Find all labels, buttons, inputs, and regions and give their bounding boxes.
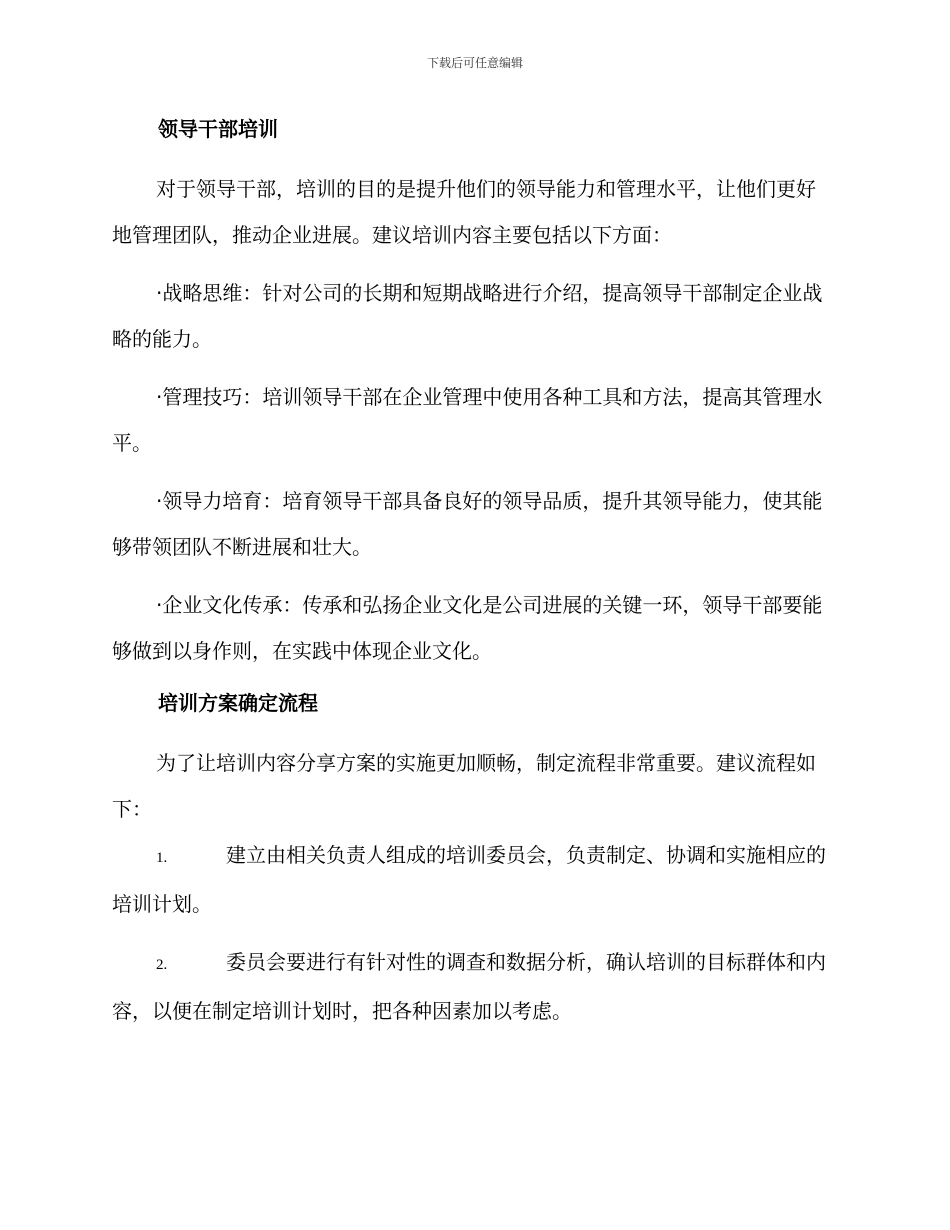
step-number: 1. — [156, 850, 168, 866]
bullet-marker: · — [156, 281, 163, 305]
bullet-item — [112, 582, 834, 674]
section-heading-leaders: 领导干部培训 — [158, 117, 278, 141]
section-intro-leaders: 对于领导干部，培训的目的是提升他们的领导能力和管理水平，让他们更好地管理团队，推动企业进展。建议培训内容主要包括以下方面： — [112, 177, 816, 247]
numbered-step — [112, 832, 834, 927]
bullet-marker: · — [156, 489, 163, 513]
page-header-note: 下载后可任意编辑 — [426, 56, 523, 70]
step-number: 2. — [156, 957, 168, 973]
step-text: 委员会要进行有针对性的调查和数据分析，确认培训的目标群体和内容，以便在制定培训计划时，把各种因素加以考虑。 — [112, 950, 826, 1023]
bullet-text: 企业文化传承：传承和弘扬企业文化是公司进展的关键一环，领导干部要能够做到以身作则，在实践中体现企业文化。 — [112, 593, 823, 663]
bullet-marker: · — [156, 593, 163, 617]
bullet-text: 管理技巧：培训领导干部在企业管理中使用各种工具和方法，提高其管理水平。 — [112, 385, 823, 455]
section-intro-process: 为了让培训内容分享方案的实施更加顺畅，制定流程非常重要。建议流程如下： — [112, 751, 816, 821]
bullet-item — [112, 270, 834, 362]
step-text: 建立由相关负责人组成的培训委员会，负责制定、协调和实施相应的培训计划。 — [112, 843, 826, 916]
bullet-text: 领导力培育：培育领导干部具备良好的领导品质，提升其领导能力，使其能够带领团队不断进展和壮大。 — [112, 489, 823, 559]
numbered-step — [112, 939, 834, 1034]
document-body — [112, 112, 834, 1034]
bullet-marker: · — [156, 385, 163, 409]
bullet-item — [112, 478, 834, 570]
bullet-text: 战略思维：针对公司的长期和短期战略进行介绍，提高领导干部制定企业战略的能力。 — [112, 281, 823, 351]
section-heading-process: 培训方案确定流程 — [158, 691, 318, 715]
bullet-item — [112, 374, 834, 466]
